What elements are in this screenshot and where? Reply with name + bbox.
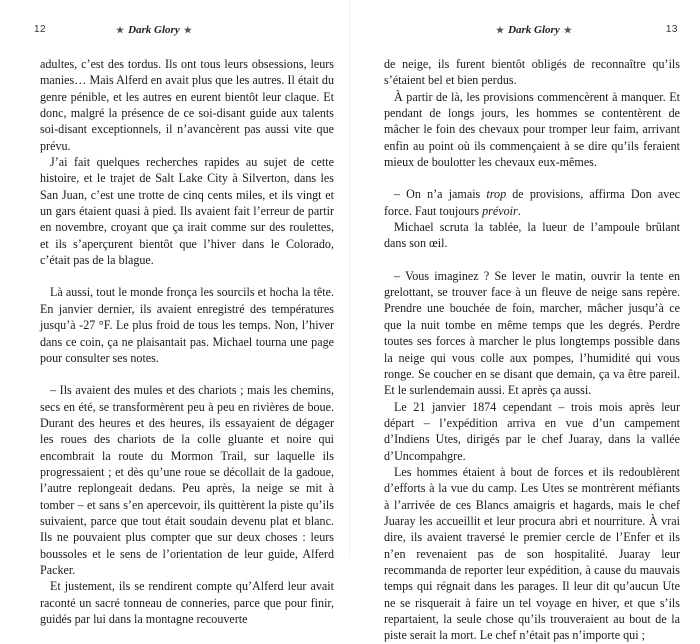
dialogue-text: de provisions, affirma Don avec force. Faut toujours	[384, 187, 680, 218]
paragraph: Le 21 janvier 1874 cependant – trois mois après leur départ – l’expédition arriva en vue d’un campement d’Indiens Utes, dirigés par le chef Juaray, dans la vallée d’Uncompahgre.	[384, 399, 680, 463]
paragraph: adultes, c’est des tordus. Ils ont tous leurs obsessions, leurs manies… Mais Alferd en avait plus que les autres. Il était du genre pénible, et les autres en eurent bientôt leur claque. Et donc, malgré la présence de ce soi-disant guide aux talents soi-disant exceptionnels, il n’avancèrent pas aussi vite que prévu.	[40, 57, 334, 153]
right-page-header	[350, 22, 700, 38]
paragraph: Les hommes étaient à bout de forces et ils redoublèrent d’efforts à la vue du camp. Les Utes se montrèrent méfiants à l’arrivée de ces Blancs amaigris et hagards, mais le chef Juaray les accueillit et leur procura abri et nourriture. À vrai dire, ils avaient traversé le premier cercle de l’Enfer et ils n’en revenaient pas de son hospitalité. Juaray leur recommanda de reporter leur expédition, à cause du mauvais temps qui régnait dans les parages. Il leur dit qu’aucun Ute ne se risquerait à faire un tel voyage en hiver, et que s’ils repartaient, la seule chose qu’ils trouveraient au bout de la piste serait la mort. Le chef n’était pas n’importe qui ;	[384, 464, 680, 643]
right-running-head-title: Dark Glory	[508, 24, 560, 36]
paragraph: Là aussi, tout le monde fronça les sourcils et hocha la tête. En janvier dernier, ils avaient enregistré des températures jusqu’à -27 °F. Le plus froid de tous les temps. Non, l’hiver dans ce coin, ça ne plaisantait pas. Michael tourna une page pour consulter ses notes.	[40, 285, 334, 365]
star-icon: ★	[496, 25, 505, 35]
paragraph: J’ai fait quelques recherches rapides au sujet de cette histoire, et le trajet de Salt Lake City à Silverton, dans les San Juan, c’est une trotte de cinq cents miles, et ils vingt et un gars étaient quasi à pied. Ils avaient fait l’erreur de partir en novembre, croyant que ça irait comme sur des roulettes, et ils s’aperçurent bientôt que l’hiver dans le Colorado, c’était pas de la blague.	[40, 155, 334, 268]
right-page-number: 13	[665, 24, 678, 35]
left-page	[0, 0, 350, 626]
paragraph: – Ils avaient des mules et des chariots ; mais les chemins, secs en été, se transformèrent peu à peu en rivières de boue. Durant des heures et des heures, ils essayaient de dégager les roues des chariots de la colle gluante et noire qui encombrait la route du Mormon Trail, sur laquelle ils progressaient ; et dès qu’une roue se décollait de la gadoue, l’autre replongeait dedans. Peu après, la neige se mit à tomber – et sans s’en apercevoir, ils quittèrent la piste qu’ils suivaient, parce que tout était soudain devenu plat et blanc. Ils ne pouvaient plus compter que sur deux choses : leurs boussoles et le sens de l’orientation de leur guide, Alferd Packer.	[40, 383, 334, 577]
star-icon: ★	[183, 25, 192, 35]
paragraph	[384, 186, 680, 219]
left-running-head-title: Dark Glory	[128, 24, 180, 36]
left-running-head	[112, 22, 196, 38]
dialogue-text: .	[517, 203, 521, 218]
star-icon: ★	[563, 25, 572, 35]
emphasis: trop	[486, 187, 507, 202]
left-page-number: 12	[34, 24, 47, 35]
right-page-body	[384, 56, 680, 644]
paragraph: Michael scruta la tablée, la lueur de l’ampoule brûlant dans son œil.	[384, 220, 680, 251]
emphasis: prévoir	[482, 203, 518, 218]
paragraph: – Vous imaginez ? Se lever le matin, ouvrir la tente en grelottant, se trouver face à un fleuve de neige sans repère. Prendre une bouchée de foin, marcher, mâcher jusqu’à ce que la nuit tombe en même temps que les degrés. Perdre toutes ses forces à marcher le plus longtemps possible dans la neige qui vous colle aux pompes, l’humidité qui vous ronge. Se coucher en se disant que demain, ça va être pareil. Et le surlendemain aussi. Et après ça aussi.	[384, 268, 680, 398]
paragraph: Et justement, ils se rendirent compte qu’Alferd leur avait raconté un sacré tonneau de conneries, parce que pour finir, guidés par lui dans la montagne recouverte	[40, 579, 334, 626]
star-icon: ★	[116, 25, 125, 35]
paragraph: À partir de là, les provisions commencèrent à manquer. Et pendant de longs jours, les hommes se contentèrent de mâcher le foin des chevaux pour tromper leur faim, arrivant enfin au point où ils commençaient à se dire qu’ils feraient mieux de boulotter les chevaux eux-mêmes.	[384, 89, 680, 170]
right-running-head	[492, 22, 576, 38]
right-page	[350, 0, 700, 643]
left-page-body	[40, 56, 334, 627]
dialogue-text: – On n’a jamais	[394, 187, 487, 202]
paragraph: de neige, ils furent bientôt obligés de reconnaître qu’ils s’étaient bel et bien perdus.	[384, 57, 680, 88]
left-page-header	[0, 22, 350, 38]
